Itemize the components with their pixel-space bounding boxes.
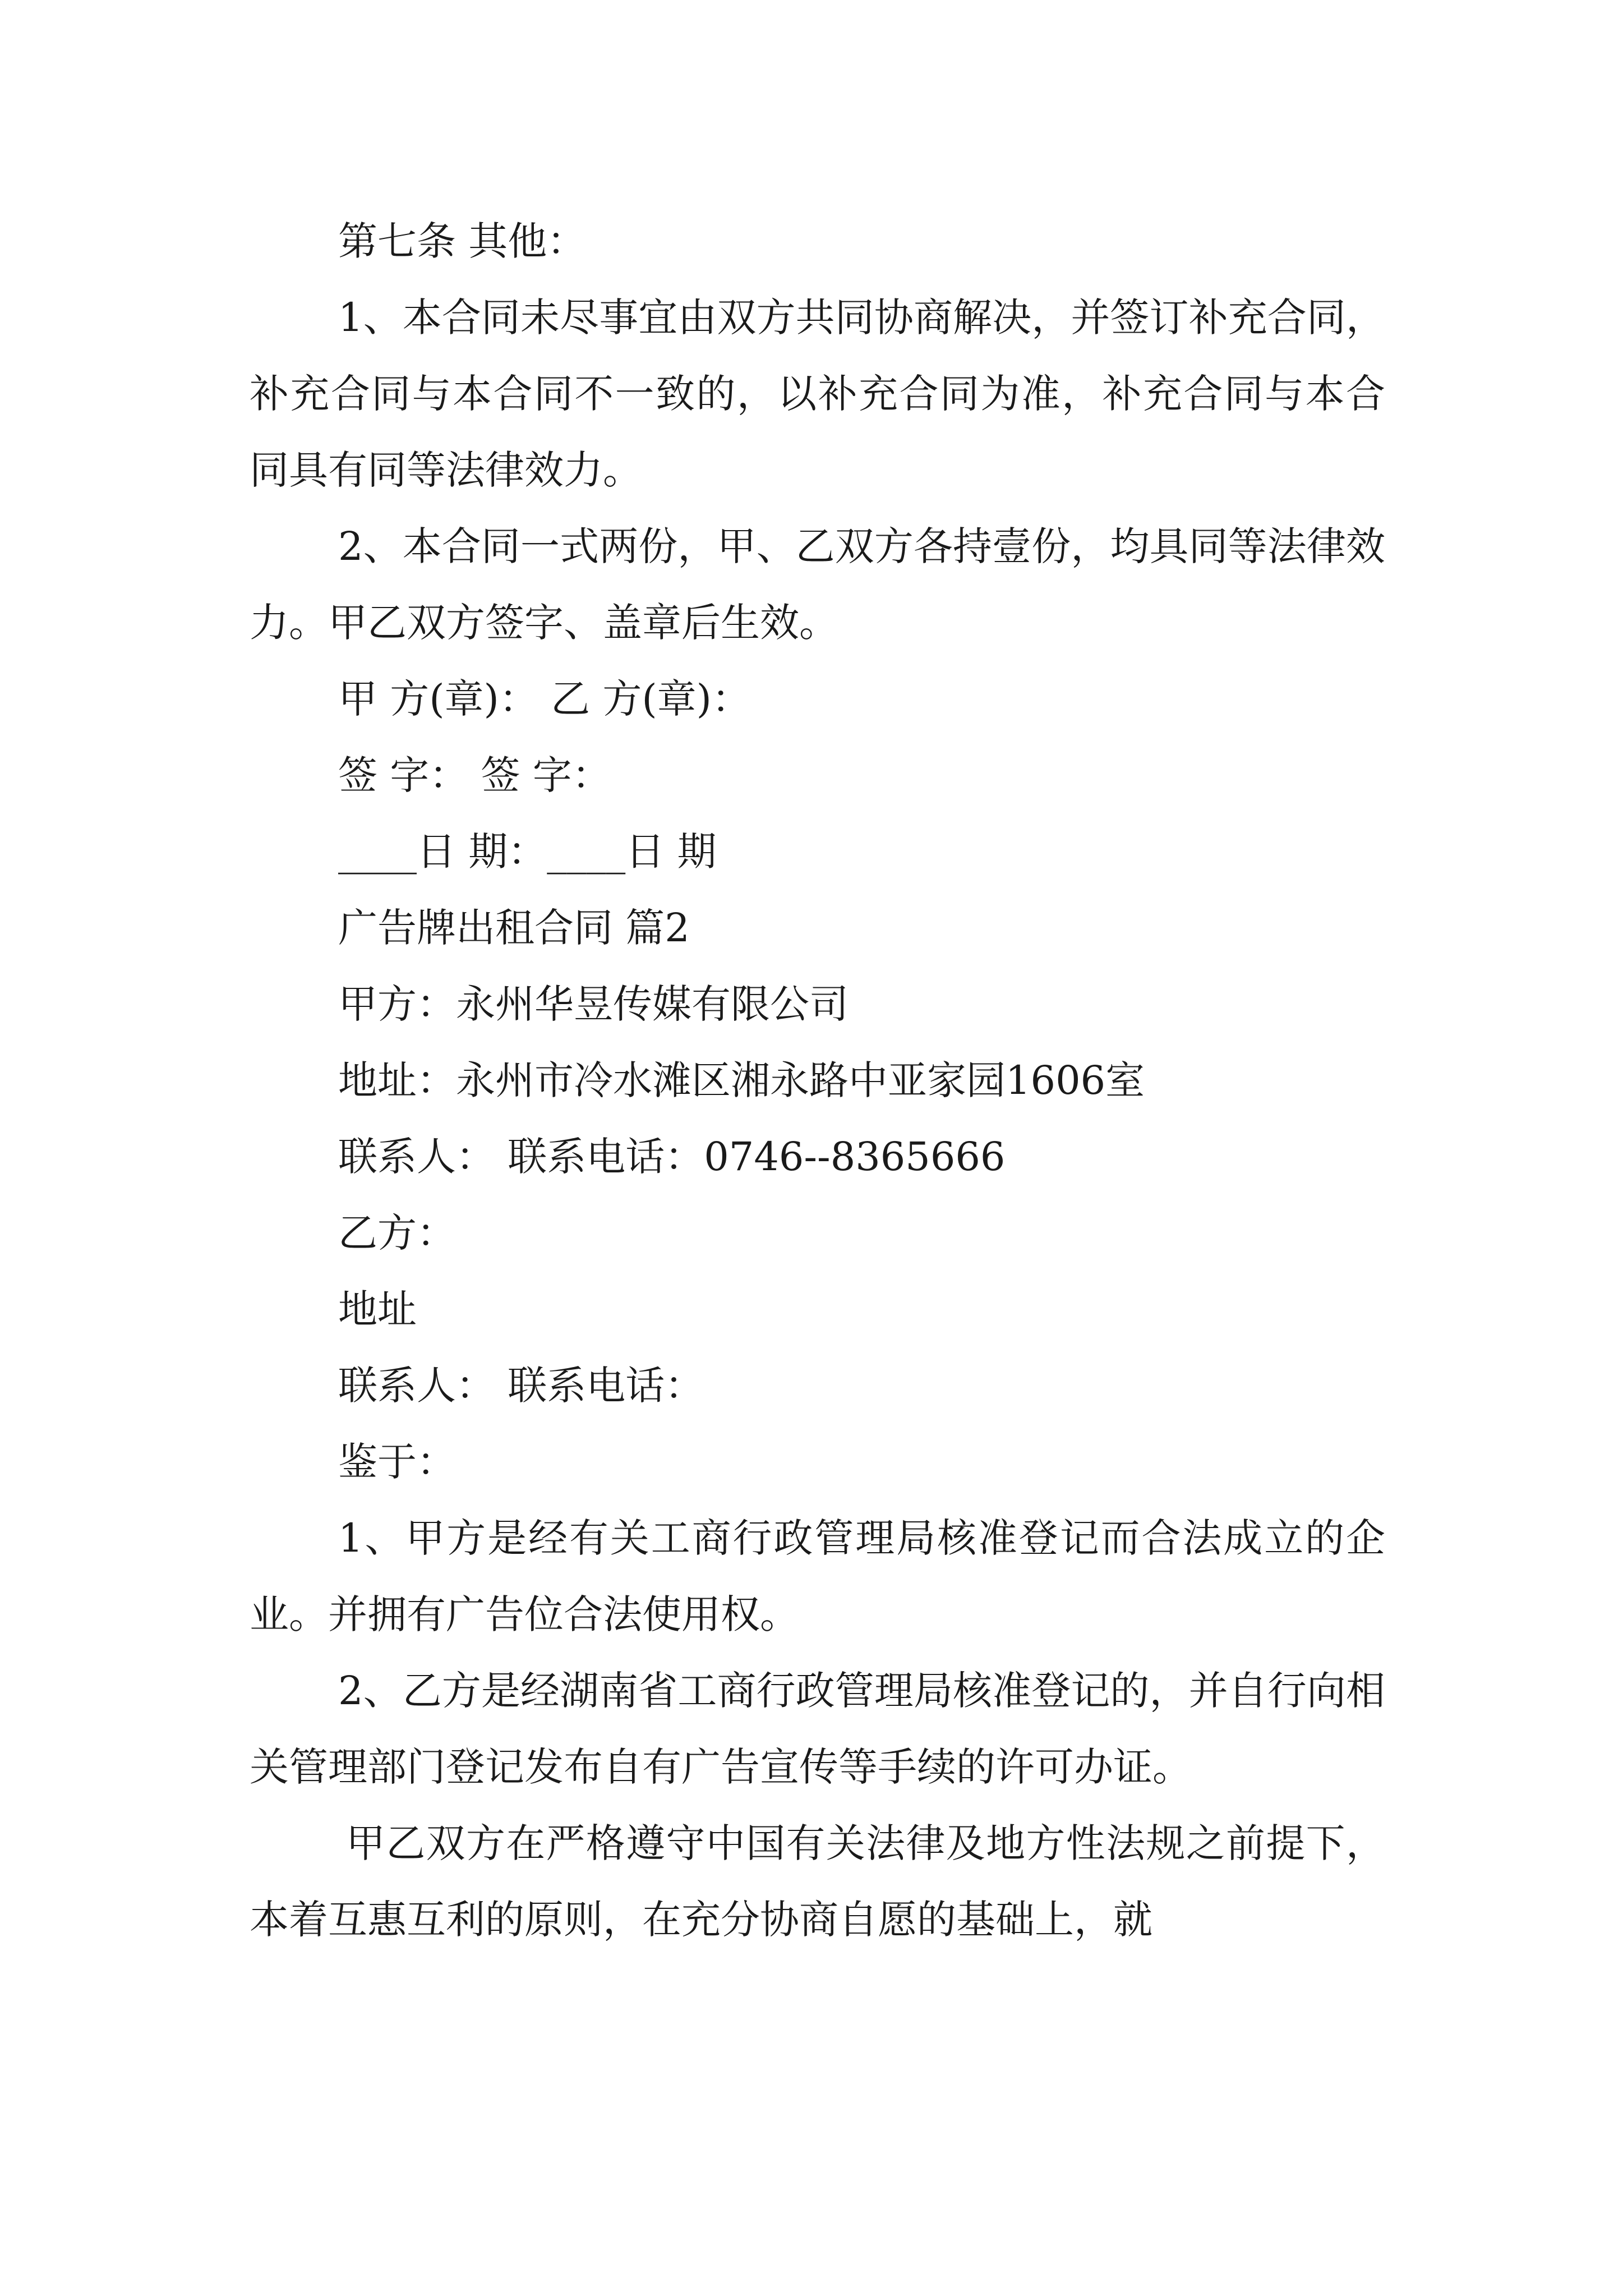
signature-line: 签 字： 签 字： [338, 752, 611, 798]
clause-2-copies-validity: 2、本合同一式两份，甲、乙双方各持壹份，均具同等法律效力。甲乙双方签字、盖章后生效。 [250, 523, 1385, 646]
whereas-clause-1: 1、甲方是经有关工商行政管理局核准登记而合法成立的企业。并拥有广告位合法使用权。 [250, 1515, 1385, 1637]
date-line: ____日 期：____日 期 [338, 829, 717, 875]
whereas-clause-2: 2、乙方是经湖南省工商行政管理局核准登记的，并自行向相关管理部门登记发布自有广告宣传等手续的许可办证。 [250, 1668, 1385, 1790]
document-body [250, 203, 1385, 1958]
clause-1-unresolved-matters: 1、本合同未尽事宜由双方共同协商解决，并签订补充合同，补充合同与本合同不一致的，以补充合同为准，补充合同与本合同具有同等法律效力。 [250, 295, 1385, 493]
article-seven-heading: 第七条 其他： [338, 218, 587, 264]
whereas-heading: 鉴于： [338, 1439, 456, 1485]
party-a-contact: 联系人： 联系电话：0746--8365666 [338, 1134, 1006, 1180]
party-b-name: 乙方： [338, 1210, 456, 1256]
section-title: 广告牌出租合同 篇2 [338, 905, 690, 951]
party-seal-line: 甲 方(章)： 乙 方(章)： [338, 676, 751, 722]
agreement-preamble: 甲乙双方在严格遵守中国有关法律及地方性法规之前提下，本着互惠互利的原则，在充分协商自愿的基础上，就 [250, 1820, 1385, 1943]
party-a-address: 地址：永州市冷水滩区湘永路中亚家园1606室 [338, 1057, 1145, 1103]
party-a-name: 甲方：永州华昱传媒有限公司 [338, 981, 849, 1027]
party-b-address: 地址 [338, 1286, 417, 1332]
party-b-contact: 联系人： 联系电话： [338, 1363, 704, 1409]
